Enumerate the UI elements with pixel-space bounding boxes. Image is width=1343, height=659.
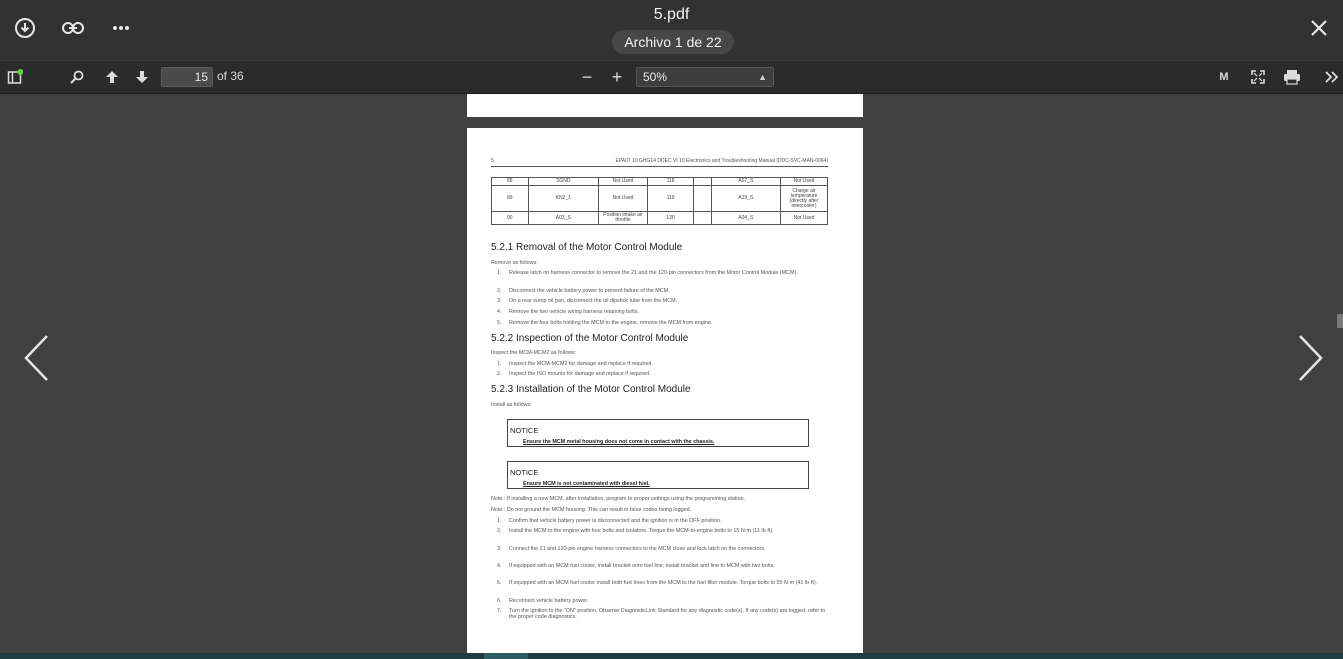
- table-cell: [694, 186, 711, 212]
- table-cell: Not Used: [781, 178, 828, 186]
- notice-box: [507, 461, 809, 489]
- down-arrow-icon[interactable]: [131, 65, 153, 89]
- table-cell: A04_S: [711, 212, 780, 225]
- page-header: [491, 158, 828, 167]
- zoom-in-button[interactable]: +: [611, 66, 623, 87]
- table-cell: 118: [647, 178, 693, 186]
- table-cell: 89: [492, 186, 529, 212]
- lightbox-header: [0, 0, 1343, 60]
- pdf-toolbar: [0, 61, 1343, 94]
- table-row: [492, 178, 828, 186]
- table-cell: SGND: [528, 178, 598, 186]
- bottom-strip: [0, 653, 1343, 659]
- list-item: 1. Release latch on harness connector to remove the 21 and the 120-pin connectors from the Motor Control Module (MCM).: [497, 270, 798, 276]
- table-cell: KN2_1: [528, 186, 598, 212]
- table-cell: Not Used: [598, 186, 647, 212]
- file-counter: Archivo 1 de 22: [612, 30, 734, 54]
- table-row: [492, 186, 828, 212]
- search-icon[interactable]: [66, 65, 88, 89]
- scrollbar-thumb[interactable]: [1337, 314, 1343, 328]
- table-cell: Position intake air throttle: [598, 212, 647, 225]
- notice-text: Ensure MCM is not contaminated with diesel fuel.: [523, 481, 650, 487]
- section-heading-removal: 5.2.1 Removal of the Motor Control Module: [491, 242, 683, 253]
- table-cell: 88: [492, 178, 529, 186]
- notice-text: Ensure the MCM metal housing does not come in contact with the chassis.: [523, 439, 715, 445]
- select-arrows-icon: ▲: [758, 72, 767, 82]
- table-cell: [694, 212, 711, 225]
- table-cell: Not Used: [598, 178, 647, 186]
- next-file-icon[interactable]: [1295, 333, 1325, 383]
- list-item: 4. Remove the two vehicle wiring harness retaining bolts.: [497, 309, 640, 315]
- page-count: of 36: [217, 69, 244, 83]
- list-item: 7. Turn the ignition to the "ON" position. Observe DiagnosticLink Standard for any diagnostic code(s). If any code(s) are logged, refer to the proper code diagnostics.: [497, 608, 826, 620]
- up-arrow-icon[interactable]: [101, 65, 123, 89]
- table-cell: A07_S: [711, 178, 780, 186]
- table-cell: Charge air temperature (directly after intercooler): [781, 186, 828, 212]
- notice-box: [507, 419, 809, 447]
- pin-table: [491, 177, 828, 225]
- pdf-page: [467, 128, 863, 653]
- table-cell: A03_S: [528, 212, 598, 225]
- list-item: 1. Inspect the MCM-MCM2 for damage and replace if required.: [497, 361, 653, 367]
- note-text: Note : If installing a new MCM, after installation, program to proper settings using the programming station.: [491, 496, 746, 502]
- more-tools-icon[interactable]: [1322, 65, 1342, 89]
- table-cell: 120: [647, 212, 693, 225]
- section-heading-inspection: 5.2.2 Inspection of the Motor Control Module: [491, 333, 689, 344]
- notice-title: NOTICE: [510, 426, 539, 435]
- previous-file-icon[interactable]: [22, 333, 52, 383]
- list-item: 3. Connect the 21 and 120-pin engine harness connectors to the MCM close and lock latch on the connectors.: [497, 546, 766, 552]
- close-icon[interactable]: [1307, 14, 1331, 42]
- table-cell: 90: [492, 212, 529, 225]
- table-cell: 119: [647, 186, 693, 212]
- page-number-input[interactable]: [161, 67, 213, 87]
- list-item: 3. On a rear sump oil pan, disconnect the oil dipstick tube from the MCM.: [497, 298, 678, 304]
- note-text: Note : Do not ground the MCM housing. This can result in false codes being logged.: [491, 507, 692, 513]
- table-cell: [694, 178, 711, 186]
- list-item: 6. Reconnect vehicle battery power.: [497, 598, 589, 604]
- fullscreen-icon[interactable]: [1248, 65, 1268, 89]
- section-heading-installation: 5.2.3 Installation of the Motor Control Module: [491, 384, 691, 395]
- list-item: 2. Disconnect the vehicle battery power to prevent failure of the MCM.: [497, 288, 670, 294]
- table-cell: A19_S: [711, 186, 780, 212]
- notice-title: NOTICE: [510, 468, 539, 477]
- file-name: 5.pdf: [653, 6, 690, 23]
- section-intro: Inspect the MCM-MCM2 as follows:: [491, 350, 577, 356]
- zoom-select[interactable]: [636, 67, 774, 87]
- zoom-value: 50%: [643, 70, 668, 84]
- thumbnail-indicator: [484, 653, 528, 659]
- list-item: 1. Confirm that vehicle battery power is disconnected and the ignition is in the OFF position.: [497, 518, 722, 524]
- previous-page-edge: [467, 94, 863, 117]
- table-cell: Not Used: [781, 212, 828, 225]
- page-header-title: EPA07 10 GHG14 DDEC VI 10 Electronics and Troubleshooting Manual (DDC-SVC-MAN-0064): [615, 158, 828, 164]
- section-intro: Remove as follows:: [491, 260, 538, 266]
- list-item: 4. If equipped with an MCM fuel cooler, install bracket onto fuel line; install bracket and line to MCM with two bolts.: [497, 563, 775, 569]
- list-item: 5. If equipped with an MCM fuel cooler install both fuel lines from the MCM to the fuel filter module. Torque bolts to 55 N·m (41 lb·ft).: [497, 580, 818, 586]
- zoom-out-button[interactable]: −: [581, 66, 593, 87]
- sidebar-icon[interactable]: [5, 65, 25, 89]
- list-item: 2. Install the MCM to the engine with four bolts and isolators. Torque the MCM-to-engine bolts to 15 N·m (11 lb·ft).: [497, 528, 774, 534]
- list-item: 5. Remove the four bolts holding the MCM to the engine, remove the MCM from engine.: [497, 320, 713, 326]
- presentation-mode-button[interactable]: M: [1219, 71, 1229, 83]
- page-number: 5: [491, 158, 494, 164]
- table-row: [492, 212, 828, 225]
- list-item: 2. Inspect the ISO mounts for damage and replace if required.: [497, 371, 651, 377]
- section-intro: Install as follows:: [491, 402, 532, 408]
- print-icon[interactable]: [1281, 65, 1303, 89]
